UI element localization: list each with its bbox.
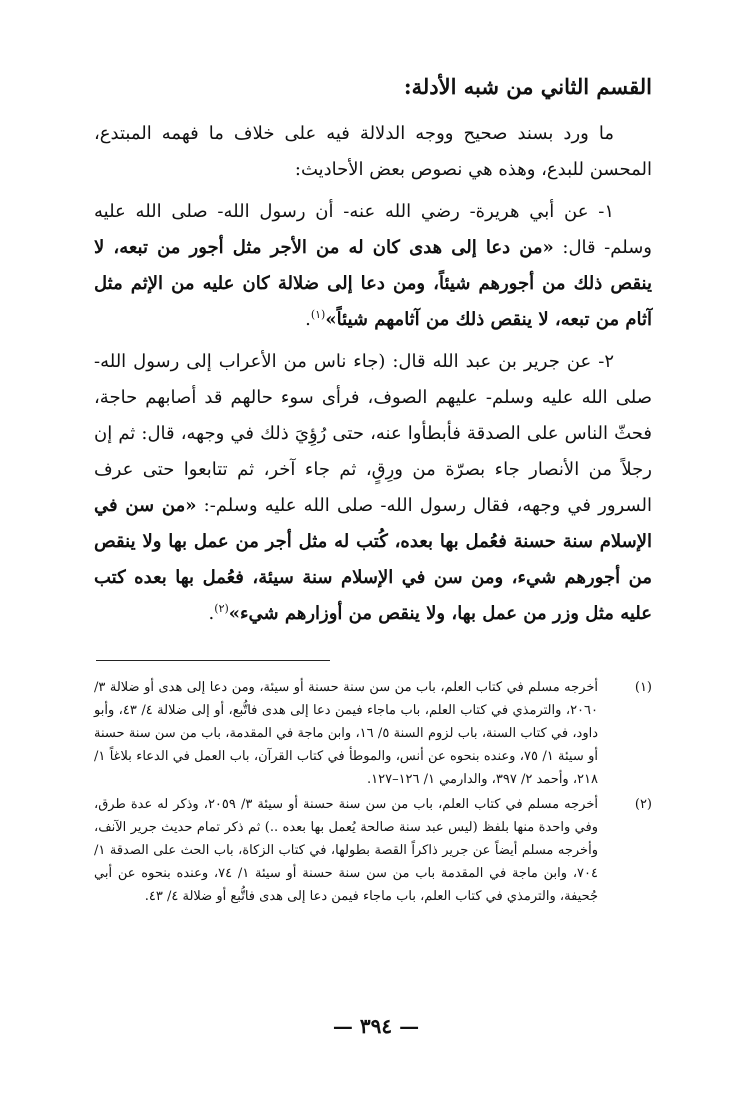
- footnote-1-number: (١): [634, 680, 652, 695]
- footnotes: [94, 676, 652, 910]
- footnote-2: [94, 793, 652, 908]
- intro-paragraph: ما ورد بسند صحيح ووجه الدلالة فيه على خلاف ما فهمه المبتدع، المحسن للبدع، وهذه هي نصوص بعض الأحاديث:: [94, 123, 652, 180]
- hadith-2-quote: «من سن في الإسلام سنة حسنة فعُمل بها بعده، كُتب له مثل أجر من عمل بها ولا ينقص من أجورهم شيء، ومن سن في الإسلام سنة سيئة، فعُمل بها بعده كتب عليه مثل وزر من عمل بها، ولا ينقص من أوزارهم شيء»: [94, 495, 652, 624]
- hadith-1-lead: ١- عن أبي هريرة- رضي الله عنه- أن رسول الله- صلى الله عليه وسلم- قال:: [94, 201, 652, 258]
- footnote-divider: [96, 660, 330, 661]
- footnote-ref-1: (١): [310, 308, 326, 321]
- footnote-1-text: أخرجه مسلم في كتاب العلم، باب من سن سنة حسنة أو سيئة، ومن دعا إلى هدى أو ضلالة ٣/ ٢٠٦٠، والترمذي في كتاب العلم، باب ماجاء فيمن دعا إلى هدى فاتُّبع، أو إلى ضلالة ٤/ ٤٣، وأبو داود، في كتاب السنة، باب لزوم السنة ٥/ ١٦، وابن ماجة في المقدمة، باب من سن سنة حسنة أو سيئة ١/ ٧٥، وعنده بنحوه عن أنس، والموطأ في كتاب القرآن، باب العمل في الدعاء بلاغاً ١/ ٢١٨، وأحمد ٢/ ٣٩٧، والدارمي ١/ ١٢٦–١٢٧.: [94, 680, 598, 787]
- footnote-2-text: أخرجه مسلم في كتاب العلم، باب من سن سنة حسنة أو سيئة ٣/ ٢٠٥٩، وذكر له عدة طرق، وفي واحدة منها بلفظ (ليس عبد سنة صالحة يُعمل بها بعده ..) ثم ذكر تمام حديث جرير الآنف، وأخرجه مسلم أيضاً عن جرير ذاكراً القصة بطولها، في كتاب الزكاة، باب الحث على الصدقة ١/ ٧٠٤، وابن ماجة في المقدمة باب من سن سنة حسنة أو سيئة ١/ ٧٤، وعنده بنحوه عن أبي جُحيفة، والترمذي في كتاب العلم، باب ماجاء فيمن دعا إلى هدى فاتُّبع أو ضلالة ٤/ ٤٣.: [94, 797, 598, 904]
- hadith-1-quote: «من دعا إلى هدى كان له من الأجر مثل أجور من تبعه، لا ينقص ذلك من أجورهم شيئاً، ومن دعا إلى ضلالة كان عليه من الإثم مثل آثام من تبعه، لا ينقص ذلك من آثامهم شيئاً»: [94, 237, 652, 330]
- hadith-1-paragraph: ١- عن أبي هريرة- رضي الله عنه- أن رسول الله- صلى الله عليه وسلم- قال: «من دعا إلى هدى كان له من الأجر مثل أجور من تبعه، لا ينقص ذلك من أجورهم شيئاً، ومن دعا إلى ضلالة كان عليه من الإثم مثل آثام من تبعه، لا ينقص ذلك من آثامهم شيئاً»$^{(١)}$.: [94, 201, 652, 330]
- footnote-1: [94, 676, 652, 791]
- hadith-2-tail: .: [208, 603, 215, 624]
- hadith-2-lead: ٢- عن جرير بن عبد الله قال: (جاء ناس من الأعراب إلى رسول الله- صلى الله عليه وسلم- عليهم الصوف، فرأى سوء حالهم قد أصابهم حاجة، فحثّ الناس على الصدقة فأبطأوا عنه، حتى رُؤِيَ ذلك في وجهه، قال: ثم إن رجلاً من الأنصار جاء بصرّة من ورِقٍ، ثم جاء آخر، ثم تتابعوا حتى عرف السرور في وجهه، فقال رسول الله- صلى الله عليه وسلم-:: [94, 351, 652, 516]
- hadith-2-paragraph: [94, 344, 652, 632]
- section-heading: القسم الثاني من شبه الأدلة:: [403, 74, 652, 99]
- main-text: [94, 116, 652, 638]
- page-number: — ٣٩٤ —: [332, 1014, 420, 1038]
- footnote-ref-2: (٢): [214, 602, 229, 615]
- footnote-2-number: (٢): [634, 797, 652, 812]
